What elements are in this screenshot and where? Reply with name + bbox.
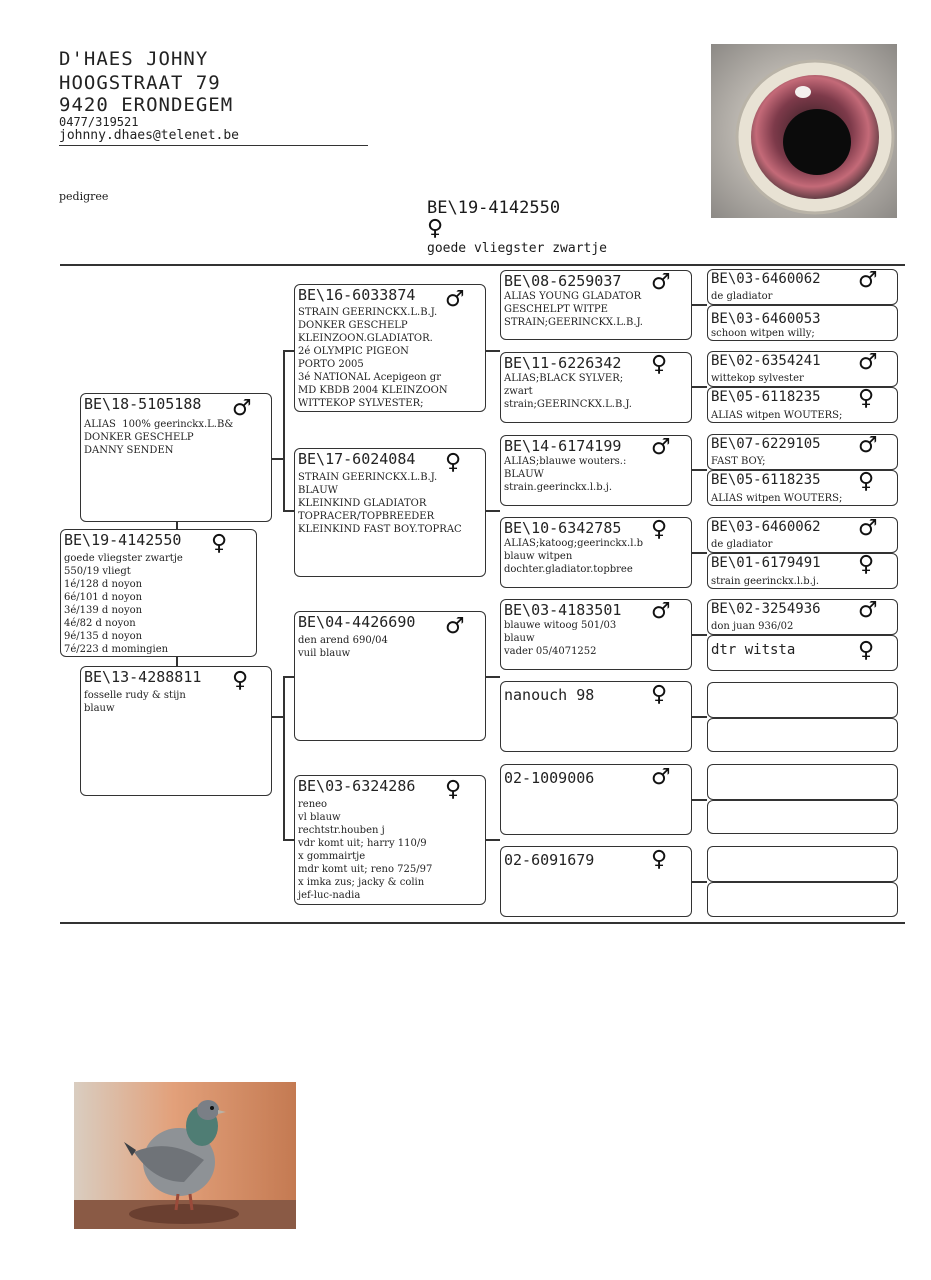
ring-number: BE\03-4183501: [504, 601, 622, 619]
header-underline: [59, 145, 368, 146]
pigeon-box-sdd[interactable]: [500, 517, 692, 588]
ring-number: BE\05-6118235: [711, 389, 821, 405]
ring-number: BE\03-6460062: [711, 271, 821, 287]
female-icon: ♀: [651, 847, 668, 872]
pigeon-description: don juan 936/02: [711, 621, 794, 632]
female-icon: ♀: [427, 216, 444, 241]
ring-number: BE\13-4288811: [84, 668, 202, 686]
owner-street: HOOGSTRAAT 79: [59, 72, 221, 94]
subject-name: goede vliegster zwartje: [427, 241, 608, 256]
female-icon: ♀: [858, 638, 875, 663]
pigeon-description: schoon witpen willy;: [711, 328, 815, 339]
male-icon: ♂: [445, 287, 465, 312]
pigeon-description: strain geerinckx.l.b.j.: [711, 576, 820, 587]
ring-number: BE\02-3254936: [711, 601, 821, 617]
pigeon-description: ALIAS witpen WOUTERS;: [711, 410, 843, 421]
female-icon: ♀: [445, 450, 462, 475]
female-icon: ♀: [858, 387, 875, 411]
ring-number: BE\02-6354241: [711, 353, 821, 369]
male-icon: ♂: [858, 434, 878, 458]
ring-number: BE\04-4426690: [298, 613, 416, 631]
connector: [692, 799, 707, 801]
pigeon-description: ALIAS;blauwe wouters.: BLAUW strain.geerinckx.l.b.j.: [504, 456, 627, 493]
ring-number: BE\11-6226342: [504, 354, 622, 372]
pigeon-box-g8[interactable]: [707, 553, 898, 589]
eye-photo: [711, 44, 897, 218]
pigeon-description: de gladiator: [711, 539, 773, 550]
pigeon-box-dds[interactable]: [500, 764, 692, 835]
pigeon-box-g2[interactable]: [707, 305, 898, 341]
pigeon-box-g12[interactable]: [707, 718, 898, 752]
pigeon-box-g13[interactable]: [707, 764, 898, 800]
ring-number: BE\17-6024084: [298, 450, 416, 468]
connector: [692, 304, 707, 306]
pigeon-box-main[interactable]: [60, 529, 257, 657]
ring-number: BE\10-6342785: [504, 519, 622, 537]
connector: [272, 716, 283, 718]
pigeon-description: reneo vl blauw rechtstr.houben j vdr komt uit; harry 110/9 x gommairtje mdr komt uit; reno 725/97 x imka zus; jacky & colin jef-luc-nadia: [298, 799, 433, 901]
pigeon-description: den arend 690/04 vuil blauw: [298, 635, 388, 659]
pigeon-box-sire[interactable]: [80, 393, 272, 522]
connector: [486, 676, 500, 678]
male-icon: ♂: [858, 351, 878, 375]
female-icon: ♀: [858, 470, 875, 494]
ring-number: BE\03-6460062: [711, 519, 821, 535]
connector: [283, 350, 285, 510]
pigeon-box-g7[interactable]: [707, 517, 898, 553]
pigeon-description: ALIAS witpen WOUTERS;: [711, 493, 843, 504]
connector: [283, 510, 294, 512]
pigeon-box-g16[interactable]: [707, 882, 898, 917]
connector: [692, 552, 707, 554]
ring-number: nanouch 98: [504, 686, 595, 704]
male-icon: ♂: [232, 396, 252, 421]
male-icon: ♂: [858, 599, 878, 623]
male-icon: ♂: [651, 270, 671, 295]
connector: [283, 676, 285, 839]
pigeon-description: STRAIN GEERINCKX.L.B.J. DONKER GESCHELP KLEINZOON.GLADIATOR. 2é OLYMPIC PIGEON PORTO 2005 3é NATIONAL Acepigeon gr MD KBDB 2004 KLEINZOON WITTEKOP SYLVESTER;: [298, 307, 448, 409]
female-icon: ♀: [858, 553, 875, 577]
ring-number: BE\14-6174199: [504, 437, 622, 455]
pigeon-box-dsd[interactable]: [500, 681, 692, 752]
pigeon-box-g10[interactable]: [707, 635, 898, 671]
pigeon-box-g5[interactable]: [707, 434, 898, 470]
pigeon-description: fosselle rudy & stijn blauw: [84, 690, 186, 714]
owner-city: 9420 ERONDEGEM: [59, 94, 234, 116]
doc-label: pedigree: [59, 190, 109, 203]
ring-number: BE\07-6229105: [711, 436, 821, 452]
pigeon-description: ALIAS 100% geerinckx.L.B& DONKER GESCHELP DANNY SENDEN: [84, 419, 234, 456]
male-icon: ♂: [651, 765, 671, 790]
female-icon: ♀: [445, 777, 462, 802]
pigeon-box-g15[interactable]: [707, 846, 898, 882]
ring-number: BE\08-6259037: [504, 272, 622, 290]
female-icon: ♀: [232, 668, 249, 693]
pigeon-box-dss[interactable]: [500, 599, 692, 670]
pigeon-box-ssd[interactable]: [500, 352, 692, 423]
pigeon-box-sd[interactable]: [294, 448, 486, 577]
owner-phone: 0477/319521: [59, 115, 139, 129]
pigeon-description: ALIAS;BLACK SYLVER; zwart strain;GEERINCKX.L.B.J.: [504, 373, 632, 410]
connector: [486, 510, 500, 512]
pigeon-description: ALIAS YOUNG GLADATOR GESCHELPT WITPE STRAIN;GEERINCKX.L.B.J.: [504, 291, 643, 328]
pigeon-description: STRAIN GEERINCKX.L.B.J. BLAUW KLEINKIND GLADIATOR TOPRACER/TOPBREEDER KLEINKIND FAST BOY.TOPRAC: [298, 472, 462, 535]
connector: [486, 350, 500, 352]
pigeon-description: ALIAS;katoog;geerinckx.l.b blauw witpen dochter.gladiator.topbree: [504, 538, 644, 575]
ring-number: BE\18-5105188: [84, 395, 202, 413]
pigeon-photo: [74, 1082, 296, 1229]
connector: [283, 350, 294, 352]
ring-number: 02-6091679: [504, 851, 595, 869]
pigeon-box-g4[interactable]: [707, 387, 898, 423]
pigeon-description: blauwe witoog 501/03 blauw vader 05/4071252: [504, 620, 617, 657]
pigeon-description: wittekop sylvester: [711, 373, 804, 384]
pigeon-box-g6[interactable]: [707, 470, 898, 506]
ring-number: BE\03-6324286: [298, 777, 416, 795]
ring-number: BE\01-6179491: [711, 555, 821, 571]
ring-number: BE\16-6033874: [298, 286, 416, 304]
pigeon-box-g1[interactable]: [707, 269, 898, 305]
pigeon-box-sss[interactable]: [500, 270, 692, 340]
connector: [692, 386, 707, 388]
pigeon-box-ddd[interactable]: [500, 846, 692, 917]
pigeon-box-g3[interactable]: [707, 351, 898, 387]
female-icon: ♀: [211, 531, 228, 556]
ring-number: BE\03-6460053: [711, 311, 821, 327]
pigeon-box-g9[interactable]: [707, 599, 898, 635]
subject-ring: BE\19-4142550: [427, 198, 561, 218]
pigeon-description: FAST BOY;: [711, 456, 766, 467]
ring-number: dtr witsta: [711, 642, 796, 658]
connector: [692, 716, 707, 718]
male-icon: ♂: [858, 269, 878, 293]
pigeon-box-sds[interactable]: [500, 435, 692, 506]
pigeon-box-ds[interactable]: [294, 611, 486, 741]
pigeon-box-dd[interactable]: [294, 775, 486, 905]
pigeon-description: de gladiator: [711, 291, 773, 302]
connector: [283, 676, 294, 678]
connector: [176, 656, 178, 666]
ring-number: BE\05-6118235: [711, 472, 821, 488]
male-icon: ♂: [445, 614, 465, 639]
female-icon: ♀: [651, 352, 668, 377]
bottom-divider: [60, 922, 905, 924]
pigeon-description: goede vliegster zwartje 550/19 vliegt 1é/128 d noyon 6é/101 d noyon 3é/139 d noyon 4é/82 d noyon 9é/135 d noyon 7é/223 d momingien: [64, 553, 183, 655]
connector: [272, 458, 283, 460]
connector: [283, 839, 294, 841]
female-icon: ♀: [651, 517, 668, 542]
pigeon-box-ss[interactable]: [294, 284, 486, 412]
male-icon: ♂: [858, 517, 878, 541]
top-divider: [60, 264, 905, 266]
female-icon: ♀: [651, 682, 668, 707]
connector: [692, 634, 707, 636]
male-icon: ♂: [651, 599, 671, 624]
connector: [692, 881, 707, 883]
male-icon: ♂: [651, 435, 671, 460]
connector: [486, 839, 500, 841]
pigeon-box-g11[interactable]: [707, 682, 898, 718]
pigeon-box-dam[interactable]: [80, 666, 272, 796]
ring-number: 02-1009006: [504, 769, 595, 787]
connector: [692, 469, 707, 471]
pigeon-box-g14[interactable]: [707, 800, 898, 834]
ring-number: BE\19-4142550: [64, 531, 182, 549]
owner-email[interactable]: johnny.dhaes@telenet.be: [59, 128, 240, 143]
owner-name: D'HAES JOHNY: [59, 48, 209, 70]
